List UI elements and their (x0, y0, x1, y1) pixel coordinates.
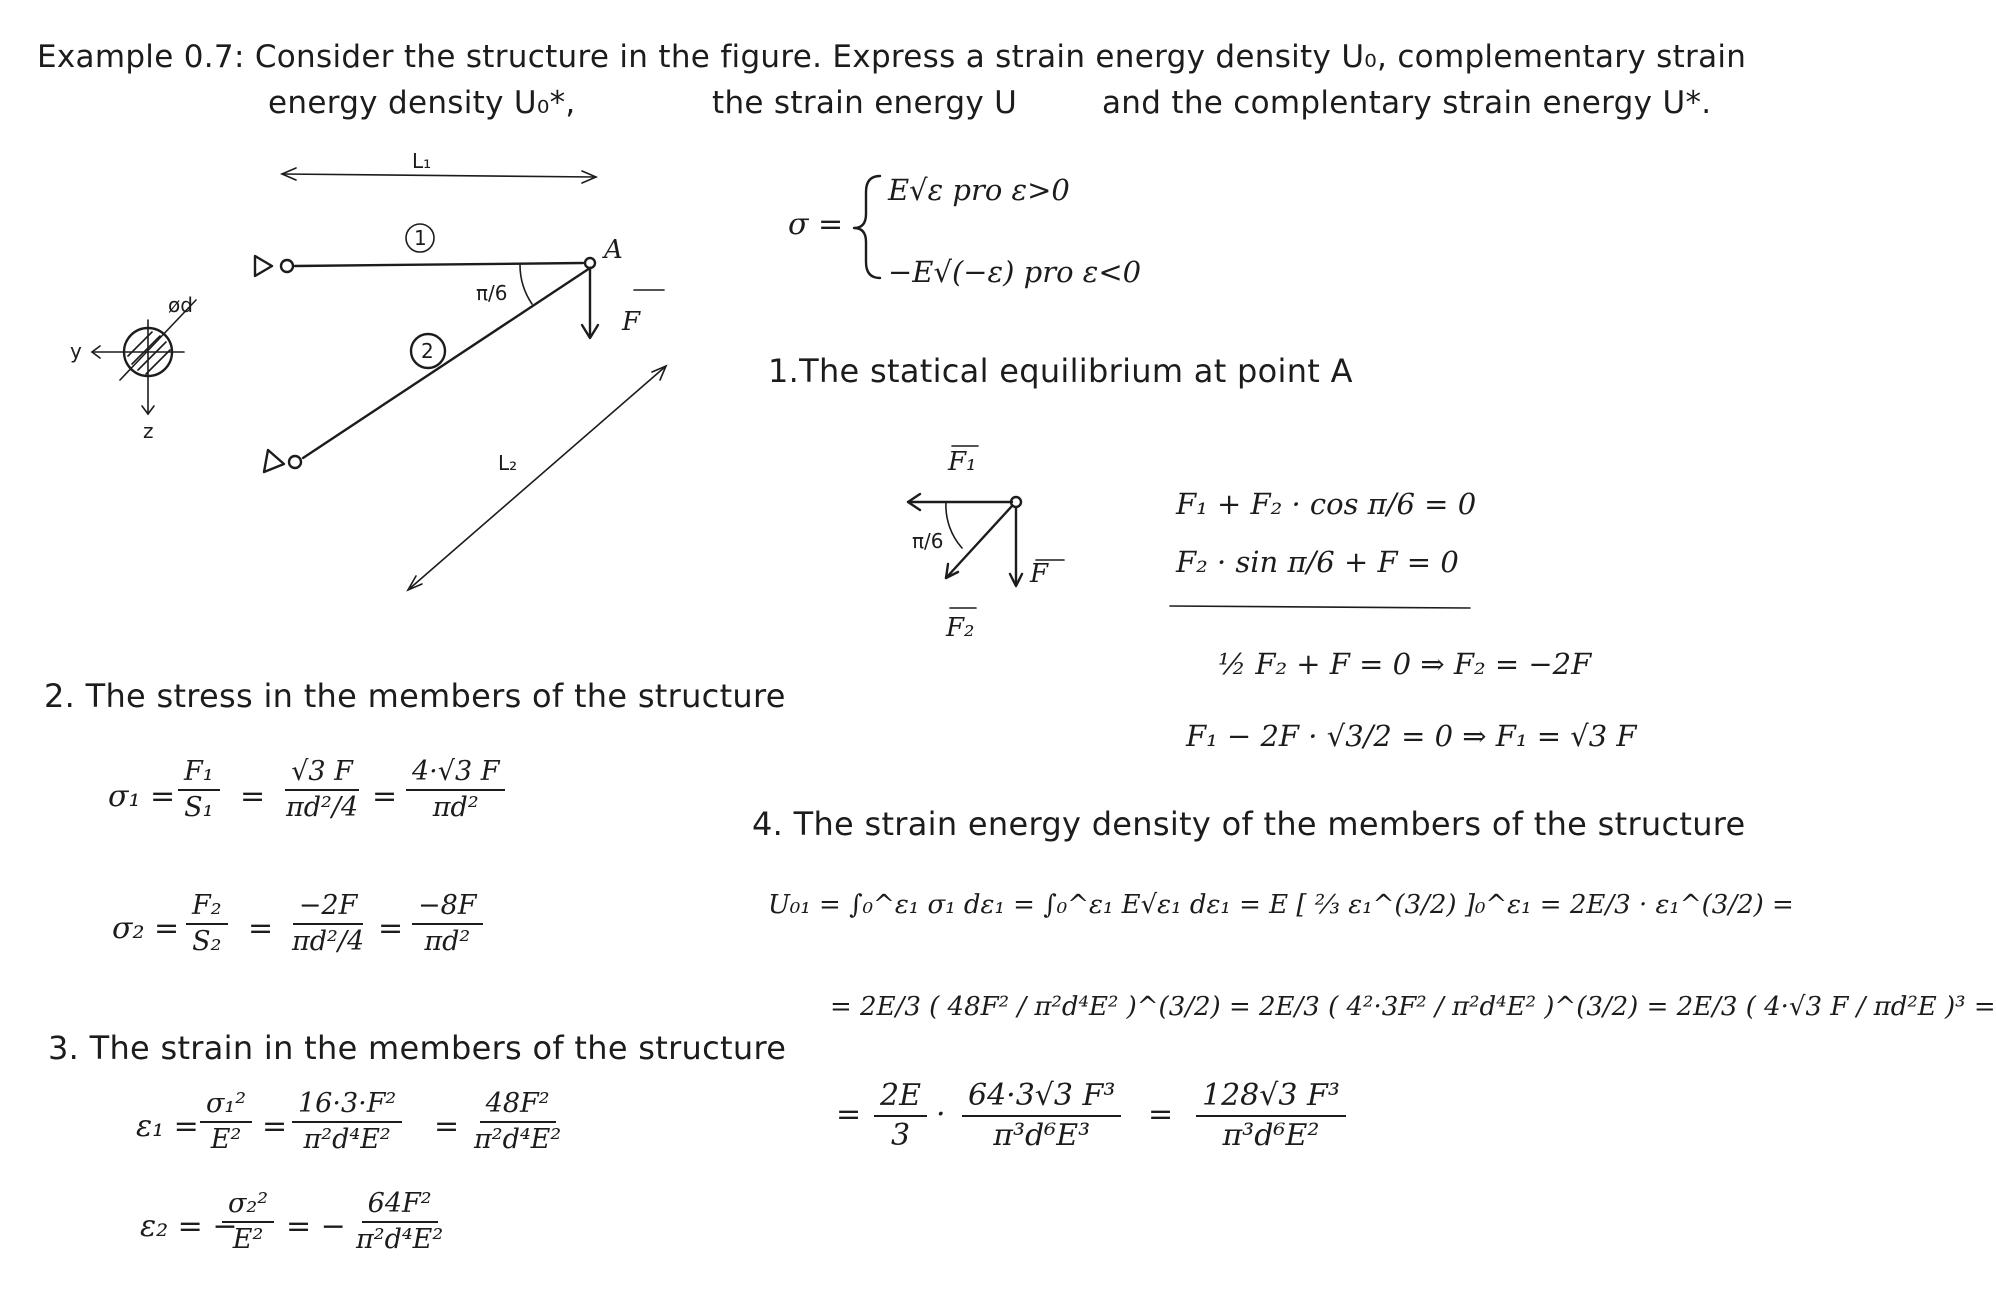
step4-row-1: U₀₁ = ∫₀^ε₁ σ₁ dε₁ = ∫₀^ε₁ E√ε₁ dε₁ = E [ ⅔ ε₁^(3/2) ]₀^ε₁ = 2E/3 · ε₁^(3/2) = (768, 890, 1794, 920)
force-f-label: F (622, 307, 641, 337)
equals-sign: = (248, 911, 274, 946)
denominator: π²d⁴E² (303, 1124, 391, 1156)
numerator: σ₁² (200, 1090, 252, 1123)
fbd-f1-label: F₁ (948, 447, 977, 477)
eps1-frac-3 (468, 1090, 567, 1155)
denominator: πd²/4 (292, 926, 365, 958)
eps2-frac-2 (350, 1190, 449, 1255)
equals-minus: = − (286, 1209, 346, 1244)
angle-arc (520, 265, 532, 304)
sigma2-lhs: σ₂ = (112, 911, 180, 946)
sigma1-frac-2 (280, 758, 364, 823)
denominator: E² (210, 1124, 242, 1156)
numerator: 2E (874, 1080, 927, 1117)
eps2-lhs: ε₂ = − (140, 1209, 238, 1244)
denominator: π²d⁴E² (474, 1124, 562, 1156)
law-sigma: σ = (788, 207, 844, 242)
hatch-line (132, 336, 160, 364)
fbd-f2-line (946, 506, 1012, 578)
dimension-line-l2 (408, 366, 666, 590)
numerator: 128√3 F³ (1196, 1080, 1346, 1117)
step2-title: 2. The stress in the members of the structure (44, 677, 786, 715)
member-2-label: 2 (421, 339, 434, 363)
pin-support-icon (255, 256, 272, 276)
step4-row-2: = 2E/3 ( 48F² / π²d⁴E² )^(3/2) = 2E/3 ( 4²·3F² / π²d⁴E² )^(3/2) = 2E/3 ( 4·√3 F / πd²E )³ = (830, 992, 1996, 1022)
equals-sign: = (378, 911, 404, 946)
step1-eq3: ½ F₂ + F = 0 ⇒ F₂ = −2F (1218, 647, 1592, 681)
member-2-line (303, 268, 590, 458)
law-case-2: −E√(−ε) pro ε<0 (888, 255, 1142, 289)
header-line-2b: the strain energy U (712, 85, 1018, 121)
numerator: −8F (412, 892, 483, 925)
angle-label: π/6 (476, 281, 508, 305)
denominator: π²d⁴E² (356, 1224, 444, 1256)
label-l2: L₂ (498, 451, 518, 475)
sigma1-frac-1 (178, 758, 220, 823)
dimension-line-l1 (282, 174, 596, 177)
equals-sign: = (262, 1109, 288, 1144)
eps2-frac-1 (222, 1190, 274, 1255)
step4-title: 4. The strain energy density of the members of the structure (752, 805, 1746, 843)
eps1-frac-1 (200, 1090, 252, 1155)
numerator: 48F² (480, 1090, 556, 1123)
sigma1-frac-3 (406, 758, 505, 823)
sigma2-frac-3 (412, 892, 483, 957)
equals-sign: = (434, 1109, 460, 1144)
axis-z-label: z (143, 419, 154, 443)
u01-frac-b (962, 1080, 1121, 1151)
denominator: S₂ (192, 926, 222, 958)
fbd-f-label: F (1030, 559, 1049, 589)
header-line-1: Example 0.7: Consider the structure in the figure. Express a strain energy density U₀, complementary strain (37, 39, 1747, 75)
eps1-lhs: ε₁ = (136, 1109, 199, 1144)
sigma2-frac-2 (286, 892, 370, 957)
numerator: σ₂² (222, 1190, 274, 1223)
numerator: 16·3·F² (292, 1090, 402, 1123)
step1-title: 1.The statical equilibrium at point A (768, 352, 1353, 390)
member-1-label: 1 (414, 226, 427, 250)
joint-a-icon (585, 258, 595, 268)
fbd-f2-label: F₂ (946, 613, 975, 643)
fbd-angle-arc (946, 502, 962, 548)
header-line-2c: and the complentary strain energy U*. (1102, 85, 1712, 121)
numerator: 64F² (362, 1190, 438, 1223)
equals-sign: = (836, 1097, 862, 1132)
denominator: πd² (432, 792, 479, 824)
denominator: E² (232, 1224, 264, 1256)
u01-frac-a (874, 1080, 927, 1151)
denominator: π³d⁶E³ (993, 1117, 1091, 1153)
member-1-line (295, 263, 583, 266)
denominator: πd²/4 (286, 792, 359, 824)
denominator: π³d⁶E² (1222, 1117, 1320, 1153)
hatch-line (146, 350, 170, 374)
axis-y-label: y (70, 339, 82, 363)
denominator: 3 (890, 1117, 911, 1153)
numerator: √3 F (285, 758, 359, 791)
u01-frac-c (1196, 1080, 1346, 1151)
numerator: 4·√3 F (406, 758, 505, 791)
label-l1: L₁ (412, 149, 432, 173)
pin-support-icon (264, 450, 284, 472)
numerator: 64·3√3 F³ (962, 1080, 1121, 1117)
equals-sign: = (240, 779, 266, 814)
curly-brace (854, 176, 880, 278)
numerator: F₁ (178, 758, 220, 791)
step1-eq2: F₂ · sin π/6 + F = 0 (1176, 545, 1459, 579)
sigma1-lhs: σ₁ = (108, 779, 176, 814)
step1-eq4: F₁ − 2F · √3/2 = 0 ⇒ F₁ = √3 F (1186, 719, 1637, 753)
pin-joint-icon (281, 260, 293, 272)
numerator: F₂ (186, 892, 228, 925)
step1-eq1: F₁ + F₂ · cos π/6 = 0 (1176, 487, 1477, 521)
eps1-frac-2 (292, 1090, 402, 1155)
equals-sign: = (372, 779, 398, 814)
step3-title: 3. The strain in the members of the structure (48, 1029, 787, 1067)
equals-sign: = (1148, 1097, 1174, 1132)
denominator: πd² (424, 926, 471, 958)
denominator: S₁ (184, 792, 214, 824)
fbd-angle-label: π/6 (912, 529, 944, 553)
header-line-2a: energy density U₀*, (268, 85, 576, 121)
numerator: −2F (293, 892, 364, 925)
diameter-label: ød (168, 293, 193, 317)
sigma2-frac-1 (186, 892, 228, 957)
point-a-label: A (604, 235, 623, 265)
pin-joint-icon (289, 456, 301, 468)
separator-line (1170, 606, 1470, 608)
dot-sign: · (936, 1097, 946, 1132)
law-case-1: E√ε pro ε>0 (888, 173, 1070, 207)
